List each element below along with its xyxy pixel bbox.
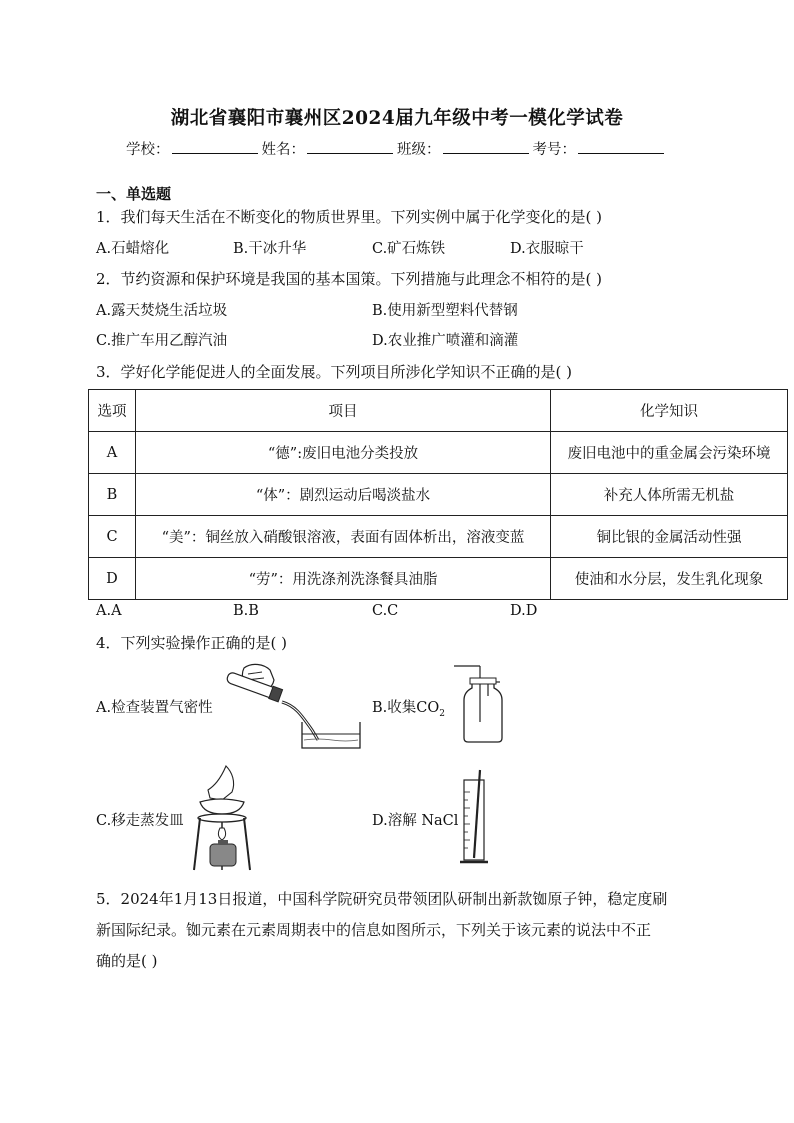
q4-option-b-formula: CO	[416, 700, 440, 716]
question-2-stem: 2．节约资源和保护环境是我国的基本国策。下列措施与此理念不相符的是( )	[96, 270, 603, 288]
q2-option-b: B.使用新型塑料代替钢	[372, 303, 518, 319]
exam-title: 湖北省襄阳市襄州区2024届九年级中考一模化学试卷	[170, 108, 624, 129]
table-cell: B	[89, 474, 136, 516]
school-label: 学校：	[126, 142, 170, 158]
table-cell: C	[89, 516, 136, 558]
q1-option-d: D.衣服晾干	[510, 241, 584, 257]
class-label: 班级：	[397, 142, 441, 158]
q4-option-b-label: B.收集	[372, 700, 417, 716]
question-4-stem: 4．下列实验操作正确的是( )	[96, 634, 288, 652]
table-cell: “劳”：用洗涤剂洗涤餐具油脂	[136, 558, 551, 600]
table-row	[89, 432, 788, 474]
table-header-cell: 项目	[136, 390, 551, 432]
table-cell: “体”：剧烈运动后喝淡盐水	[136, 474, 551, 516]
q4-option-d-label: D.溶解	[372, 813, 417, 829]
q1-option-a: A.石蜡熔化	[96, 241, 170, 257]
table-row	[89, 474, 788, 516]
q4-option-a: A.检查装置气密性	[96, 700, 213, 716]
q3-table	[88, 389, 788, 600]
class-blank	[443, 152, 529, 154]
name-label: 姓名：	[261, 142, 305, 158]
question-3-stem: 3．学好化学能促进人的全面发展。下列项目所涉化学知识不正确的是( )	[96, 363, 573, 381]
number-label: 考号：	[532, 142, 576, 158]
q4-option-d-formula: NaCl	[421, 813, 459, 829]
student-info-line	[126, 138, 668, 159]
question-5-line-2: 新国际纪录。铷元素在元素周期表中的信息如图所示，下列关于该元素的说法中不正	[96, 921, 652, 939]
q3-option-d: D.D	[510, 603, 538, 619]
table-cell: “美”：铜丝放入硝酸银溶液，表面有固体析出，溶液变蓝	[136, 516, 551, 558]
airtightness-check-figure	[222, 660, 368, 750]
q4-option-d	[372, 809, 458, 830]
q3-option-c: C.C	[372, 603, 399, 619]
number-blank	[578, 152, 664, 154]
table-row	[89, 558, 788, 600]
q1-option-b: B.干冰升华	[233, 241, 307, 257]
table-cell: 铜比银的金属活动性强	[551, 516, 788, 558]
table-cell: A	[89, 432, 136, 474]
q4-option-c: C.移走蒸发皿	[96, 813, 184, 829]
q3-option-a: A.A	[96, 603, 122, 619]
table-header-cell: 选项	[89, 390, 136, 432]
q2-option-c: C.推广车用乙醇汽油	[96, 333, 228, 349]
table-cell: 使油和水分层，发生乳化现象	[551, 558, 788, 600]
table-cell: “德”:废旧电池分类投放	[136, 432, 551, 474]
graduated-cylinder-figure	[458, 768, 494, 866]
q2-option-d: D.农业推广喷灌和滴灌	[372, 333, 519, 349]
evaporating-dish-figure	[186, 762, 256, 872]
table-header-cell: 化学知识	[551, 390, 788, 432]
q4-option-b	[372, 696, 445, 719]
school-blank	[172, 152, 258, 154]
question-1-stem: 1．我们每天生活在不断变化的物质世界里。下列实例中属于化学变化的是( )	[96, 208, 603, 226]
q4-option-b-subscript: 2	[439, 708, 445, 719]
question-5-line-3: 确的是( )	[96, 952, 158, 970]
q2-option-a: A.露天焚烧生活垃圾	[96, 303, 228, 319]
section-heading: 一、单选题	[96, 185, 172, 203]
question-5-line-1: 5．2024年1月13日报道，中国科学院研究员带领团队研制出新款铷原子钟，稳定度刷	[96, 890, 668, 908]
table-cell: 废旧电池中的重金属会污染环境	[551, 432, 788, 474]
q1-option-c: C.矿石炼铁	[372, 241, 446, 257]
table-row	[89, 516, 788, 558]
table-cell: D	[89, 558, 136, 600]
q3-option-b: B.B	[233, 603, 259, 619]
table-cell: 补充人体所需无机盐	[551, 474, 788, 516]
table-header-row	[89, 390, 788, 432]
gas-collection-bottle-figure	[452, 660, 512, 744]
name-blank	[307, 152, 393, 154]
